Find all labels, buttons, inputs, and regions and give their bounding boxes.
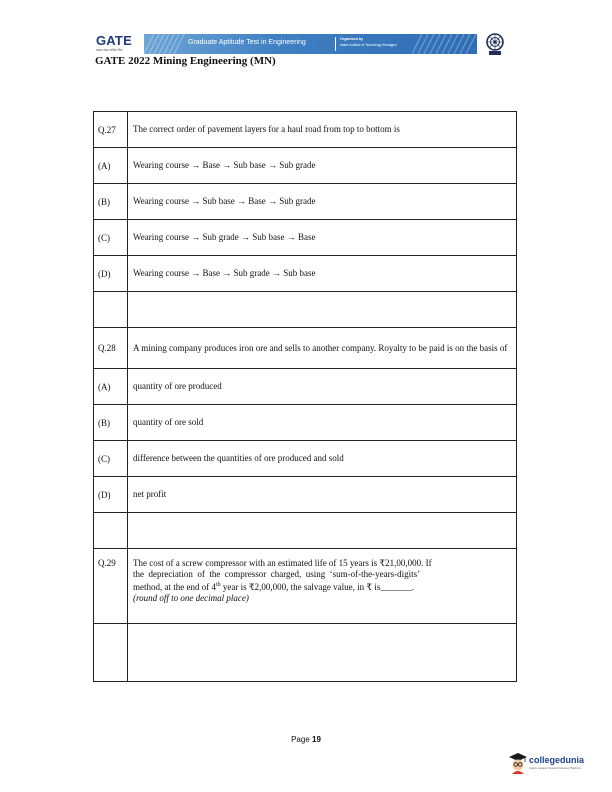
option-row [94, 441, 517, 477]
question-text-fragment: method, at the end of 4 [133, 582, 216, 592]
option-row [94, 405, 517, 441]
option-row [94, 148, 517, 184]
empty-cell [94, 624, 128, 682]
question-text-line: the depreciation of the compressor charged, using ‘sum-of-the-years-digits’ [133, 569, 421, 579]
option-label: (B) [94, 184, 128, 220]
empty-cell [94, 513, 128, 549]
empty-cell [128, 513, 517, 549]
option-label: (C) [94, 220, 128, 256]
gate-logo-text: GATE [96, 33, 132, 48]
option-text: quantity of ore sold [128, 405, 517, 441]
collegedunia-brand: collegedunia [529, 755, 585, 765]
question-text-fragment: year is ₹2,00,000, the salvage value, in ₹ is_______. [220, 582, 415, 592]
question-row [94, 112, 517, 148]
question-text: A mining company produces iron ore and sells to another company. Royalty to be paid is on the basis of [128, 328, 517, 369]
option-label: (A) [94, 148, 128, 184]
question-row [94, 328, 517, 369]
page-label: Page [291, 735, 310, 744]
collegedunia-tagline: India's largest Student Review Platform [529, 766, 582, 770]
question-table [93, 111, 517, 682]
question-number: Q.28 [94, 328, 128, 369]
question-number: Q.27 [94, 112, 128, 148]
spacer-row [94, 624, 517, 682]
option-label: (A) [94, 369, 128, 405]
page-number [0, 735, 612, 744]
banner-title: Graduate Aptitude Test in Engineering [188, 39, 306, 46]
question-row [94, 549, 517, 624]
option-row [94, 184, 517, 220]
banner-institute: Indian Institute of Technology Kharagpur [340, 43, 397, 47]
gate-logo-subtext: प्रसंशा अध्य अथिया जिन [96, 48, 123, 52]
option-row [94, 220, 517, 256]
collegedunia-mascot-icon [508, 752, 528, 774]
spacer-row [94, 513, 517, 549]
paper-title: GATE 2022 Mining Engineering (MN) [95, 55, 276, 67]
option-text: Wearing course → Base → Sub base → Sub grade [128, 148, 517, 184]
ordinal-superscript: th [215, 582, 221, 588]
option-text: quantity of ore produced [128, 369, 517, 405]
banner-divider [335, 37, 336, 51]
option-text: net profit [128, 477, 517, 513]
empty-cell [128, 292, 517, 328]
option-row [94, 256, 517, 292]
spacer-row [94, 292, 517, 328]
header-banner [144, 34, 477, 54]
option-row [94, 477, 517, 513]
option-text: Wearing course → Base → Sub grade → Sub base [128, 256, 517, 292]
question-text [128, 549, 517, 624]
banner-organised-by: Organised by [340, 37, 363, 41]
option-row [94, 369, 517, 405]
option-label: (D) [94, 256, 128, 292]
option-text: Wearing course → Sub base → Base → Sub grade [128, 184, 517, 220]
iit-emblem-icon [484, 32, 506, 56]
question-text: The correct order of pavement layers for a haul road from top to bottom is [128, 112, 517, 148]
rounding-hint: (round off to one decimal place) [133, 593, 249, 603]
option-text: Wearing course → Sub grade → Sub base → Base [128, 220, 517, 256]
question-number: Q.29 [94, 549, 128, 624]
question-text-line: The cost of a screw compressor with an estimated life of 15 years is ₹21,00,000. If [133, 558, 432, 568]
option-label: (B) [94, 405, 128, 441]
empty-cell [128, 624, 517, 682]
question-text-line [133, 580, 511, 593]
option-text: difference between the quantities of ore produced and sold [128, 441, 517, 477]
page-number-value: 19 [312, 735, 321, 744]
empty-cell [94, 292, 128, 328]
option-label: (D) [94, 477, 128, 513]
option-label: (C) [94, 441, 128, 477]
